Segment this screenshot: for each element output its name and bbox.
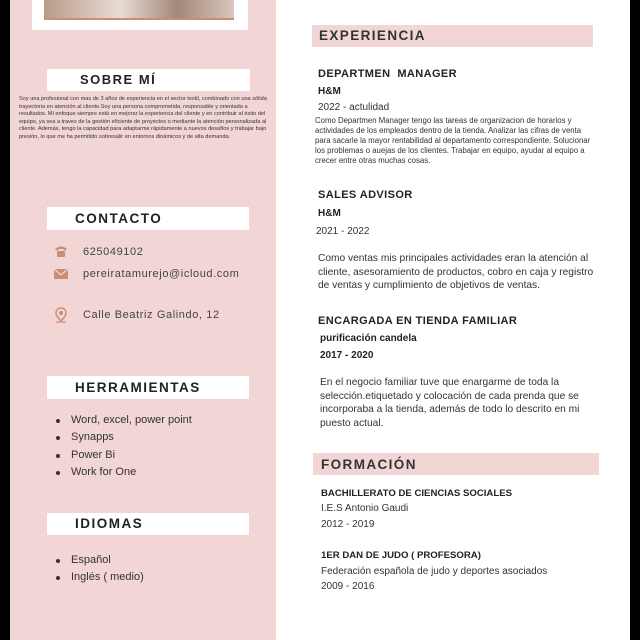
job-date: 2021 - 2022 — [316, 226, 370, 237]
job-description: Como ventas mis principales actividades eran la atención al cliente, asesoramiento de productos, cobro en caja y registro de ventas y cumplimiento de objetivos de ventas. — [318, 253, 594, 292]
job-title: DEPARTMEN MANAGER — [318, 68, 457, 80]
mail-icon — [53, 266, 69, 282]
job-description: En el negocio familiar tuve que enargarme de toda la selección.etiquetado y colocación de cada prenda que se incorporaba a la tienda, además de todo lo descrito en mi puesto actual. — [320, 377, 580, 429]
right-border — [630, 0, 640, 640]
experience-title: EXPERIENCIA — [319, 28, 426, 43]
list-item: Word, excel, power point — [56, 412, 192, 429]
list-item: Synapps — [56, 429, 192, 446]
job-company: purificación candela — [320, 333, 417, 344]
about-text: Soy una profesional con mas de 3 años de experiencia en el sector textil, combinado con una sólida trayectoria en atención al cliente.Soy una persona comprometida, responsable y orientada a resultados. Mi enfoque siempre está en mejorar la experiencia del cliente y en contribuir al éxito del equipo, ya sea a traves de la gestión eficiente de proyectos o mediante la atención personalizada al cliente. Además, tengo la capacidad para adaptarme rápidamente a nuevos desafíos y trabajar bajo presión, lo que me ha permitido sobresalir en entornos dinámicos y de alta demanda. — [19, 96, 267, 140]
phone-icon — [53, 244, 69, 260]
education-title-item: 1ER DAN DE JUDO ( PROFESORA) — [321, 550, 481, 561]
education-date: 2009 - 2016 — [321, 581, 375, 592]
contact-address: Calle Beatriz Galindo, 12 — [83, 309, 220, 321]
list-item: Inglés ( medio) — [56, 569, 144, 586]
tools-list — [56, 412, 192, 481]
about-title: SOBRE MÍ — [80, 72, 157, 87]
contact-phone-row — [53, 244, 143, 260]
left-border — [0, 0, 10, 640]
tools-title: HERRAMIENTAS — [75, 380, 201, 395]
languages-title: IDIOMAS — [75, 516, 144, 531]
contact-email[interactable]: pereiratamurejo@icloud.com — [83, 268, 240, 280]
contact-email-row — [53, 266, 239, 282]
list-item: Español — [56, 552, 144, 569]
languages-list — [56, 552, 144, 587]
job-date: 2022 - actulidad — [318, 102, 390, 113]
education-date: 2012 - 2019 — [321, 519, 375, 530]
job-title: SALES ADVISOR — [318, 189, 413, 201]
job-date: 2017 - 2020 — [320, 350, 374, 361]
list-item: Power Bi — [56, 447, 192, 464]
profile-photo — [44, 0, 234, 20]
education-title-item: BACHILLERATO DE CIENCIAS SOCIALES — [321, 488, 512, 499]
education-title: FORMACIÓN — [321, 457, 417, 472]
job-description: Como Departmen Manager tengo las tareas de organizacion de horarios y actividades de los empleados dentro de la tienda. Analizar las cifras de venta para sacarle la mayor rentabilidad al departamento correspondiente. Solucionar los problemas o auejas de los clientes. Trabajar en equipo, ayudar al equipo a crecer entre otras muchas cosas. — [315, 116, 591, 165]
education-place: Federación española de judo y deportes asociados — [321, 566, 548, 577]
contact-phone[interactable]: 625049102 — [83, 246, 144, 258]
contact-address-row — [53, 307, 220, 323]
location-pin-icon — [53, 307, 69, 323]
job-company: H&M — [318, 86, 341, 97]
list-item: Work for One — [56, 464, 192, 481]
contact-title: CONTACTO — [75, 211, 163, 226]
job-company: H&M — [318, 208, 341, 219]
education-place: I.E.S Antonio Gaudi — [321, 503, 409, 514]
job-title: ENCARGADA EN TIENDA FAMILIAR — [318, 315, 518, 327]
